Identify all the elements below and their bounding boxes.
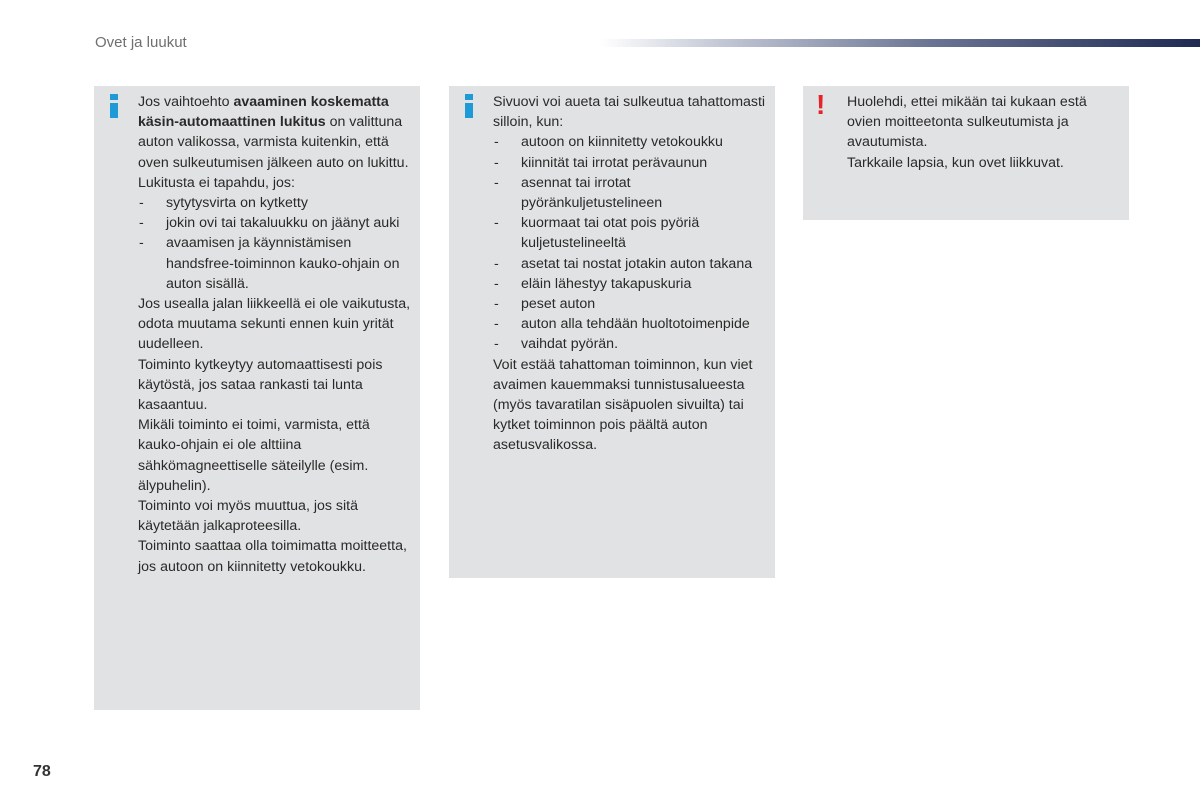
intro-paragraph: Jos vaihtoehto avaaminen koskematta käsin-automaattinen lukitus on valittuna auton valikossa, varmista kuitenkin, että oven sulkeutumisen jälkeen auto on lukittu. xyxy=(138,94,409,171)
warning-box-text xyxy=(847,92,1123,173)
info-box-text xyxy=(138,92,414,577)
page-header-title: Ovet ja luukut xyxy=(95,34,187,51)
paragraph: Toiminto voi myös muuttua, jos sitä käytetään jalkaproteesilla. xyxy=(138,498,358,535)
paragraph: Mikäli toiminto ei toimi, varmista, että kauko-ohjain ei ole alttiina sähkömagneettiselle säteilylle (esim. älypuhelin). xyxy=(138,417,370,494)
info-icon xyxy=(463,94,475,120)
list-item: - avaamisen ja käynnistämisen handsfree-toiminnon kauko-ohjain on auton sisällä. xyxy=(139,235,400,292)
info-box-hands-free-locking xyxy=(94,86,420,710)
list-item: - asetat tai nostat jotakin auton takana xyxy=(494,255,753,272)
info-box-text xyxy=(493,92,769,456)
info-box-sliding-door xyxy=(449,86,775,578)
list-item: - vaihdat pyörän. xyxy=(494,336,619,353)
list-item: - eläin lähestyy takapuskuria xyxy=(494,275,692,292)
list-item: - peset auton xyxy=(494,296,596,313)
page-number: 78 xyxy=(33,763,51,780)
paragraph: Toiminto saattaa olla toimimatta moitteetta, jos autoon on kiinnitetty vetokoukku. xyxy=(138,538,407,575)
condition-list xyxy=(493,132,769,354)
list-item: - auton alla tehdään huoltotoimenpide xyxy=(494,316,750,333)
option-name: avaaminen koskematta käsin-automaattinen lukitus xyxy=(138,94,389,131)
header-gradient-bar xyxy=(600,39,1200,47)
list-item: - jokin ovi tai takaluukku on jäänyt auki xyxy=(139,215,400,232)
paragraph: Jos usealla jalan liikkeellä ei ole vaikutusta, odota muutama sekunti ennen kuin yrität uudelleen. xyxy=(138,296,411,353)
intro-paragraph: Sivuovi voi aueta tai sulkeutua tahattomasti silloin, kun: xyxy=(493,94,766,131)
list-item: - kiinnität tai irrotat perävaunun xyxy=(494,154,708,171)
list-item: - sytytysvirta on kytketty xyxy=(139,195,308,212)
paragraph: Huolehdi, ettei mikään tai kukaan estä ovien moitteetonta sulkeutumista ja avautumista. xyxy=(847,94,1087,151)
warning-box-door-movement xyxy=(803,86,1129,220)
closing-paragraph: Voit estää tahattoman toiminnon, kun viet avaimen kauemmaksi tunnistusalueesta (myös tavaratilan sisäpuolen sivuilta) tai kytket toiminnon pois päältä auton asetusvalikossa. xyxy=(493,356,753,454)
list-item: - asennat tai irrotat pyöränkuljetustelineen xyxy=(494,174,663,212)
condition-list xyxy=(138,193,414,294)
list-item: - autoon on kiinnitetty vetokoukku xyxy=(494,134,723,151)
info-icon xyxy=(108,94,120,120)
paragraph: Toiminto kytkeytyy automaattisesti pois käytöstä, jos sataa rankasti tai lunta kasaantuu. xyxy=(138,356,383,414)
warning-icon: ! xyxy=(816,89,826,120)
paragraph: Tarkkaile lapsia, kun ovet liikkuvat. xyxy=(847,154,1064,171)
list-item: - kuormaat tai otat pois pyöriä kuljetustelineeltä xyxy=(494,215,700,252)
lock-fail-heading: Lukitusta ei tapahdu, jos: xyxy=(138,174,295,191)
